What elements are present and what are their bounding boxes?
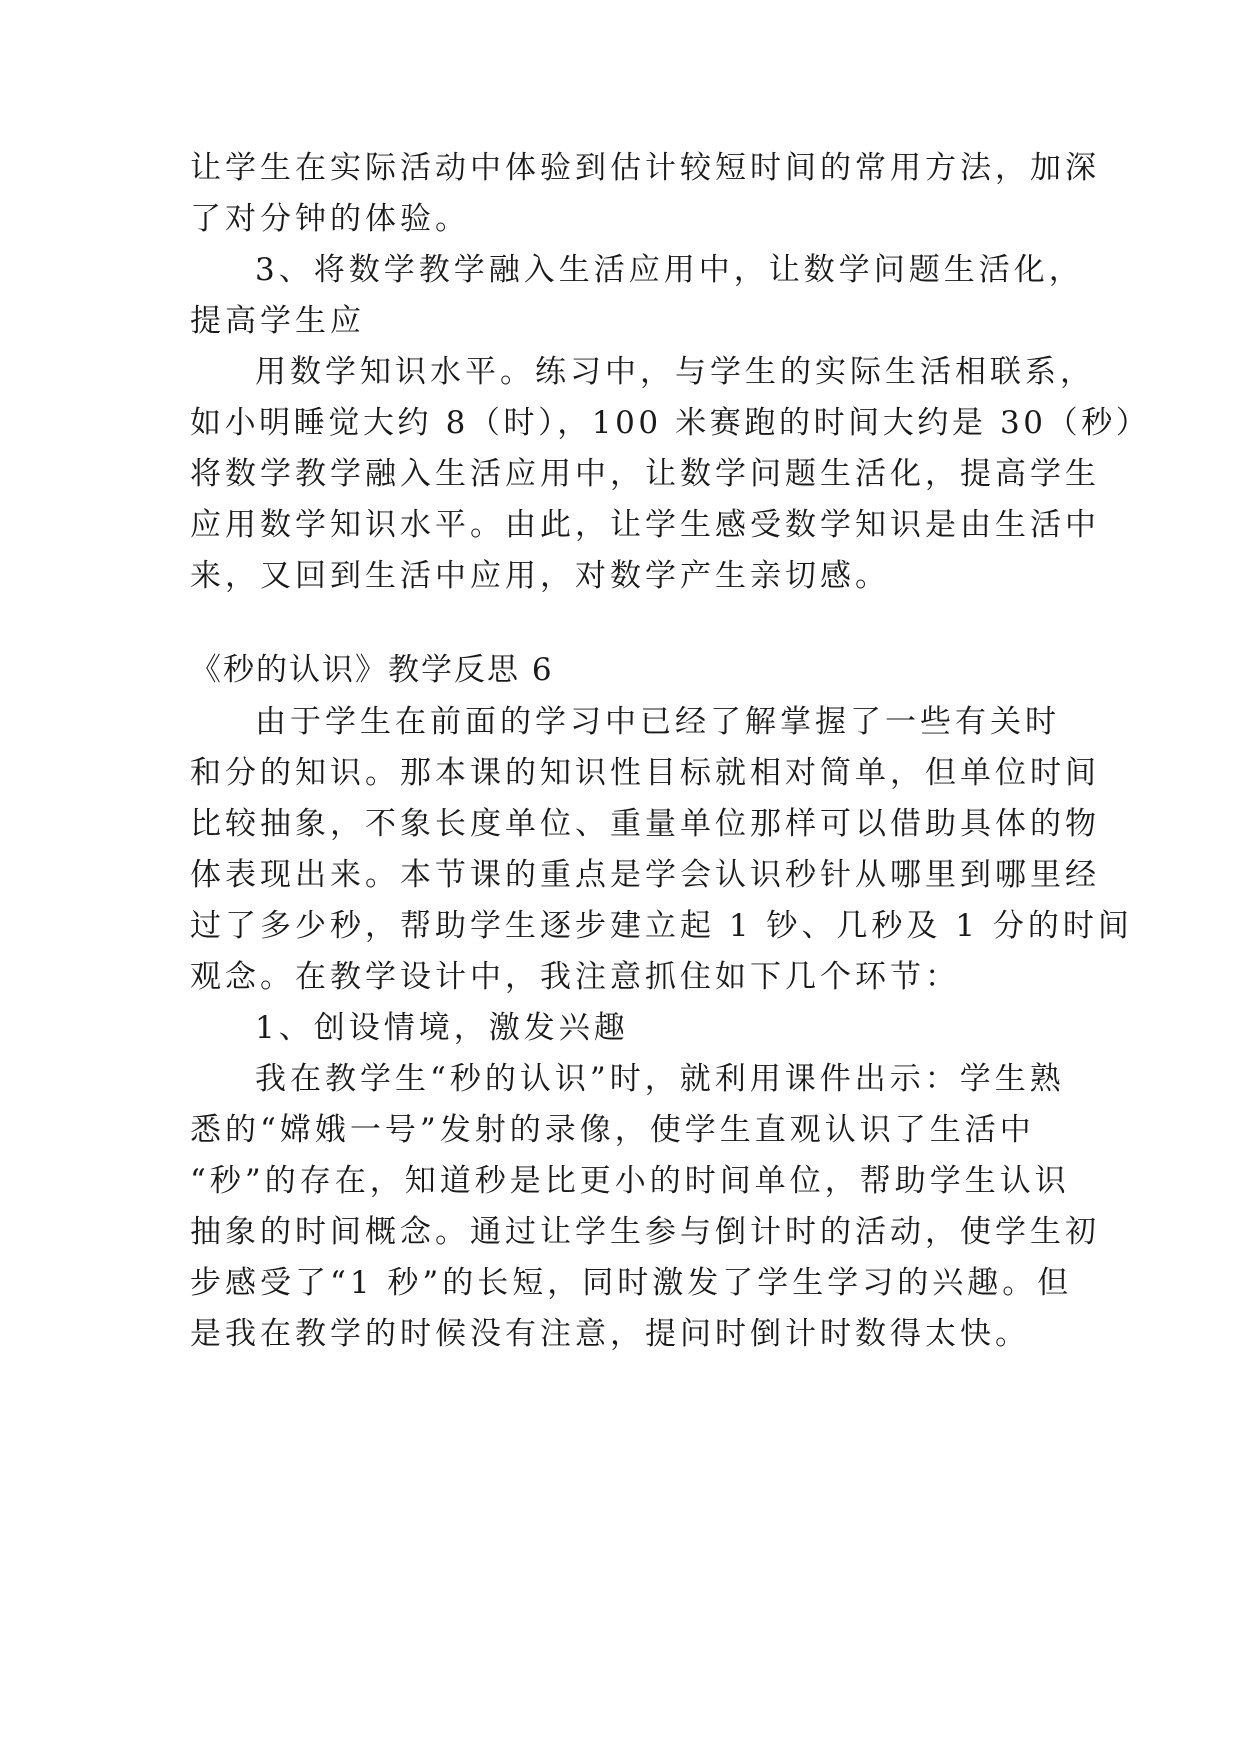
text-line: 1、创设情境，激发兴趣 — [255, 1010, 629, 1046]
text-line: 来，又回到生活中应用，对数学产生亲切感。 — [190, 558, 890, 594]
text-line: 比较抽象，不象长度单位、重量单位那样可以借助具体的物 — [190, 806, 1100, 842]
text-line: 过了多少秒，帮助学生逐步建立起 1 钞、几秒及 1 分的时间 — [190, 908, 1133, 944]
text-line: 了对分钟的体验。 — [190, 201, 470, 237]
text-line: 提高学生应 — [190, 303, 365, 339]
text-line: 将数学教学融入生活应用中，让数学问题生活化，提高学生 — [190, 456, 1100, 492]
text-line: 步感受了“1 秒”的长短，同时激发了学生学习的兴趣。但 — [190, 1265, 1073, 1301]
text-line: “秒”的存在，知道秒是比更小的时间单位，帮助学生认识 — [190, 1163, 1070, 1199]
text-line: 让学生在实际活动中体验到估计较短时间的常用方法，加深 — [190, 150, 1100, 186]
text-line: 是我在教学的时候没有注意，提问时倒计时数得太快。 — [190, 1316, 1030, 1352]
text-line: 3、将数学教学融入生活应用中，让数学问题生活化， — [255, 252, 1084, 288]
text-line: 应用数学知识水平。由此，让学生感受数学知识是由生活中 — [190, 507, 1100, 543]
text-line: 由于学生在前面的学习中已经了解掌握了一些有关时 — [255, 704, 1060, 740]
text-line: 如小明睡觉大约 8（时），100 米赛跑的时间大约是 30（秒） — [190, 405, 1151, 441]
text-line: 用数学知识水平。练习中，与学生的实际生活相联系， — [255, 354, 1095, 390]
text-line: 观念。在教学设计中，我注意抓住如下几个环节： — [190, 959, 960, 995]
text-line: 抽象的时间概念。通过让学生参与倒计时的活动，使学生初 — [190, 1214, 1100, 1250]
text-line: 我在教学生“秒的认识”时，就利用课件出示：学生熟 — [255, 1061, 1065, 1097]
text-line: 体表现出来。本节课的重点是学会认识秒针从哪里到哪里经 — [190, 857, 1100, 893]
text-line: 和分的知识。那本课的知识性目标就相对简单，但单位时间 — [190, 755, 1100, 791]
text-line: 悉的“嫦娥一号”发射的录像，使学生直观认识了生活中 — [190, 1112, 1035, 1148]
section-heading: 《秒的认识》教学反思 6 — [190, 652, 554, 688]
